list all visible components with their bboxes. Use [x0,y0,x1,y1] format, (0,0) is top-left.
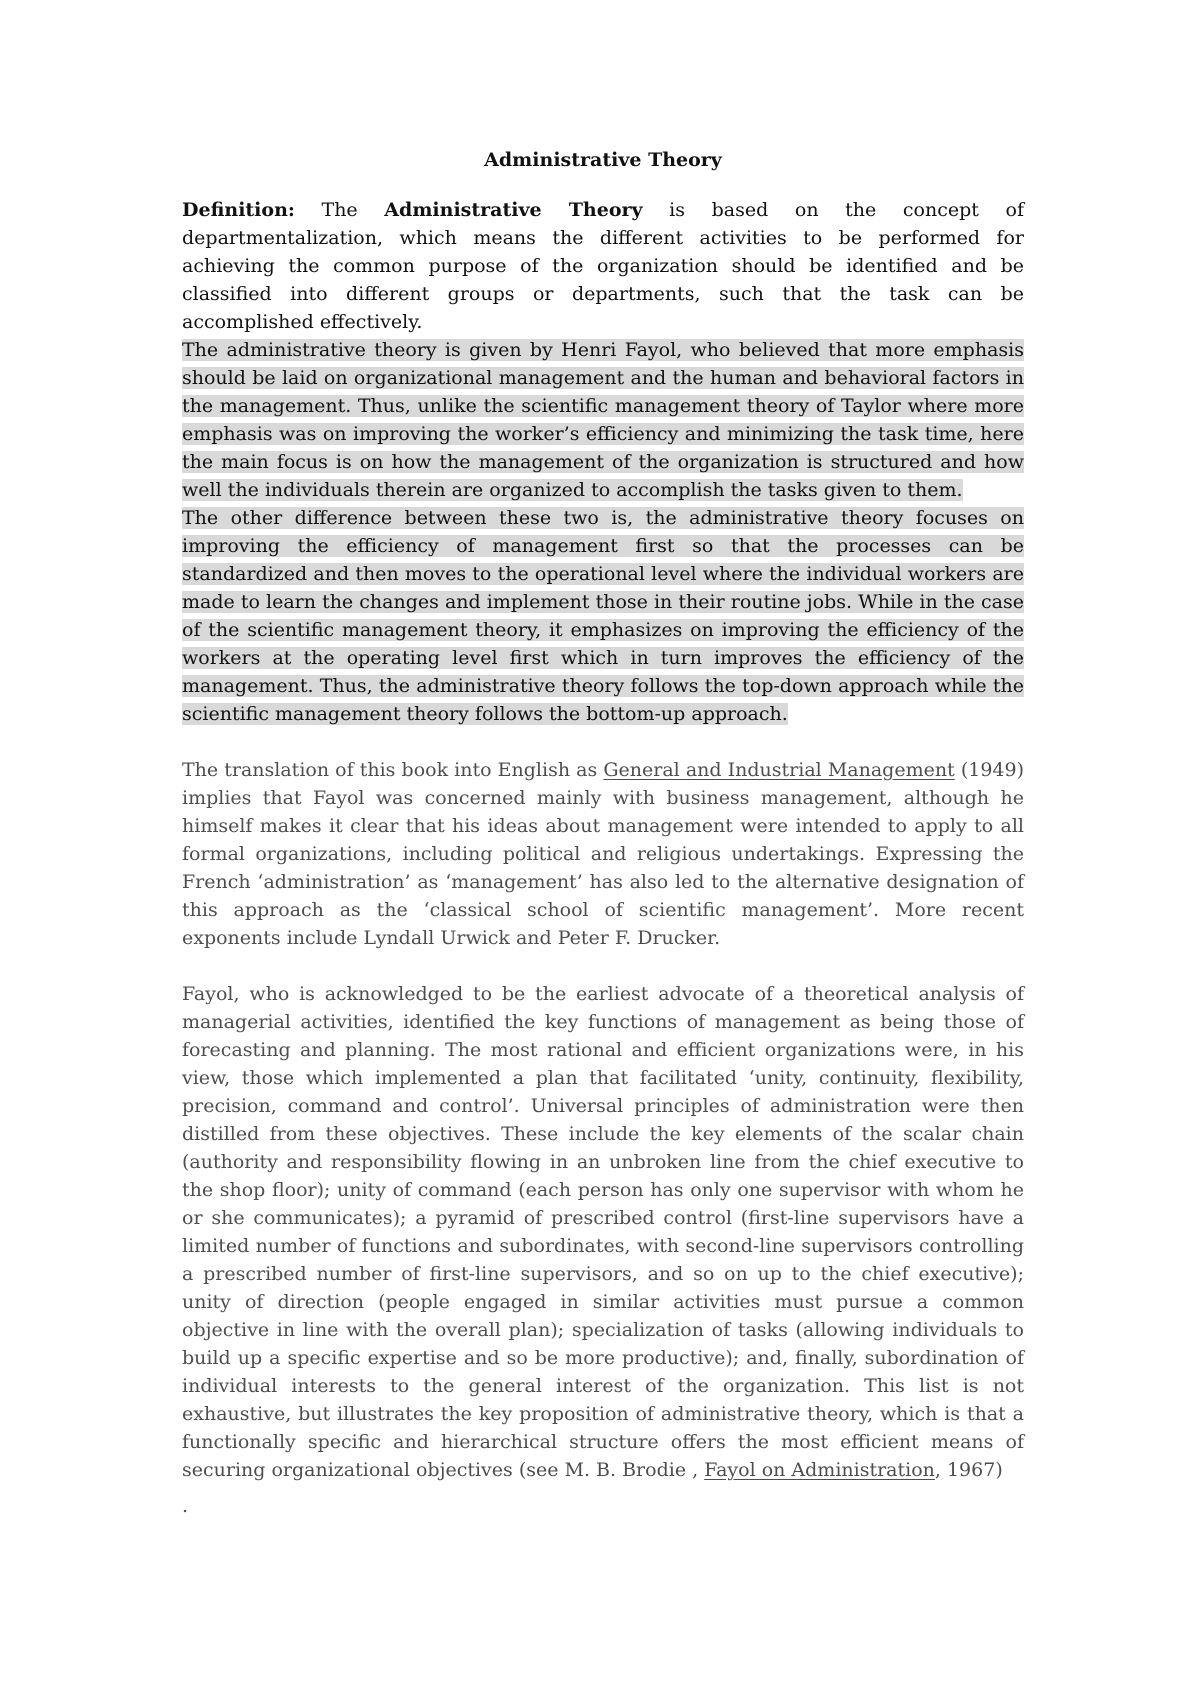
fayol-text-a: Fayol, who is acknowledged to be the earliest advocate of a theoretical analysis of managerial activities, identified the key functions of management as being those of forecasting and planning. The most rational and efficient organizations were, in his view, those which implemented a plan that facilitated ‘unity, continuity, flexibility, precision, command and control’. Universal principles of administration were then distilled from these objectives. These include the key elements of the scalar chain (authority and responsibility flowing in an unbroken line from the chief executive to the shop floor); unity of command (each person has only one supervisor with whom he or she communicates); a pyramid of prescribed control (first-line supervisors have a limited number of functions and subordinates, with second-line supervisors controlling a prescribed number of first-line supervisors, and so on up to the chief executive); unity of direction (people engaged in similar activities must pursue a common objective in line with the overall plan); specialization of tasks (allowing individuals to build up a specific expertise and so be more productive); and, finally, subordination of individual interests to the general interest of the organization. This list is not exhaustive, but illustrates the key proposition of administrative theory, which is that a functionally specific and hierarchical structure offers the most efficient means of securing organizational objectives (see M. B. Brodie , [182,983,1024,1481]
document-title: Administrative Theory [484,149,722,171]
fayol-text-b: , 1967) [934,1459,1003,1481]
document-body [182,146,1024,1520]
highlighted-text-1: The administrative theory is given by Henri Fayol, who believed that more emphasis should be laid on organizational management and the human and behavioral factors in the management. Thus, unlike the scientific management theory of Taylor where more emphasis was on improving the worker’s efficiency and minimizing the task time, here the main focus is on how the management of the organization is structured and how well the individuals therein are organized to accomplish the tasks given to them. [182,339,1024,501]
fayol-on-administration-link[interactable]: Fayol on Administration [704,1459,935,1481]
definition-text-b: is based on the concept of departmentalization, which means the different activities to be performed for achieving the common purpose of the organization should be identified and be classified into different groups or departments, such that the task can be accomplished effectively. [182,199,1024,333]
fayol-paragraph [182,980,1024,1484]
translation-text-b: (1949) implies that Fayol was concerned mainly with business management, although he himself makes it clear that his ideas about management were intended to apply to all formal organizations, including political and religious undertakings. Expressing the French ‘administration’ as ‘management’ has also led to the alternative designation of this approach as the ‘classical school of scientific management’. More recent exponents include Lyndall Urwick and Peter F. Drucker. [182,759,1025,949]
trailing-period: . [182,1495,189,1517]
definition-term: Administrative Theory [384,199,643,221]
highlighted-paragraph-difference [182,504,1024,728]
highlighted-paragraph-henri-fayol [182,336,1024,504]
translation-paragraph [182,756,1024,952]
definition-text-a: The [294,199,385,221]
highlighted-text-2: The other difference between these two is, the administrative theory focuses on improving the efficiency of management first so that the processes can be standardized and then moves to the operational level where the individual workers are made to learn the changes and implement those in their routine jobs. While in the case of the scientific management theory, it emphasizes on improving the efficiency of the workers at the operating level first which in turn improves the efficiency of the management. Thus, the administrative theory follows the top-down approach while the scientific management theory follows the bottom-up approach. [182,507,1024,725]
translation-text-a: The translation of this book into English as [182,759,604,781]
definition-paragraph [182,196,1024,336]
definition-label: Definition: [182,199,295,221]
book-title-link[interactable]: General and Industrial Management [603,759,955,781]
